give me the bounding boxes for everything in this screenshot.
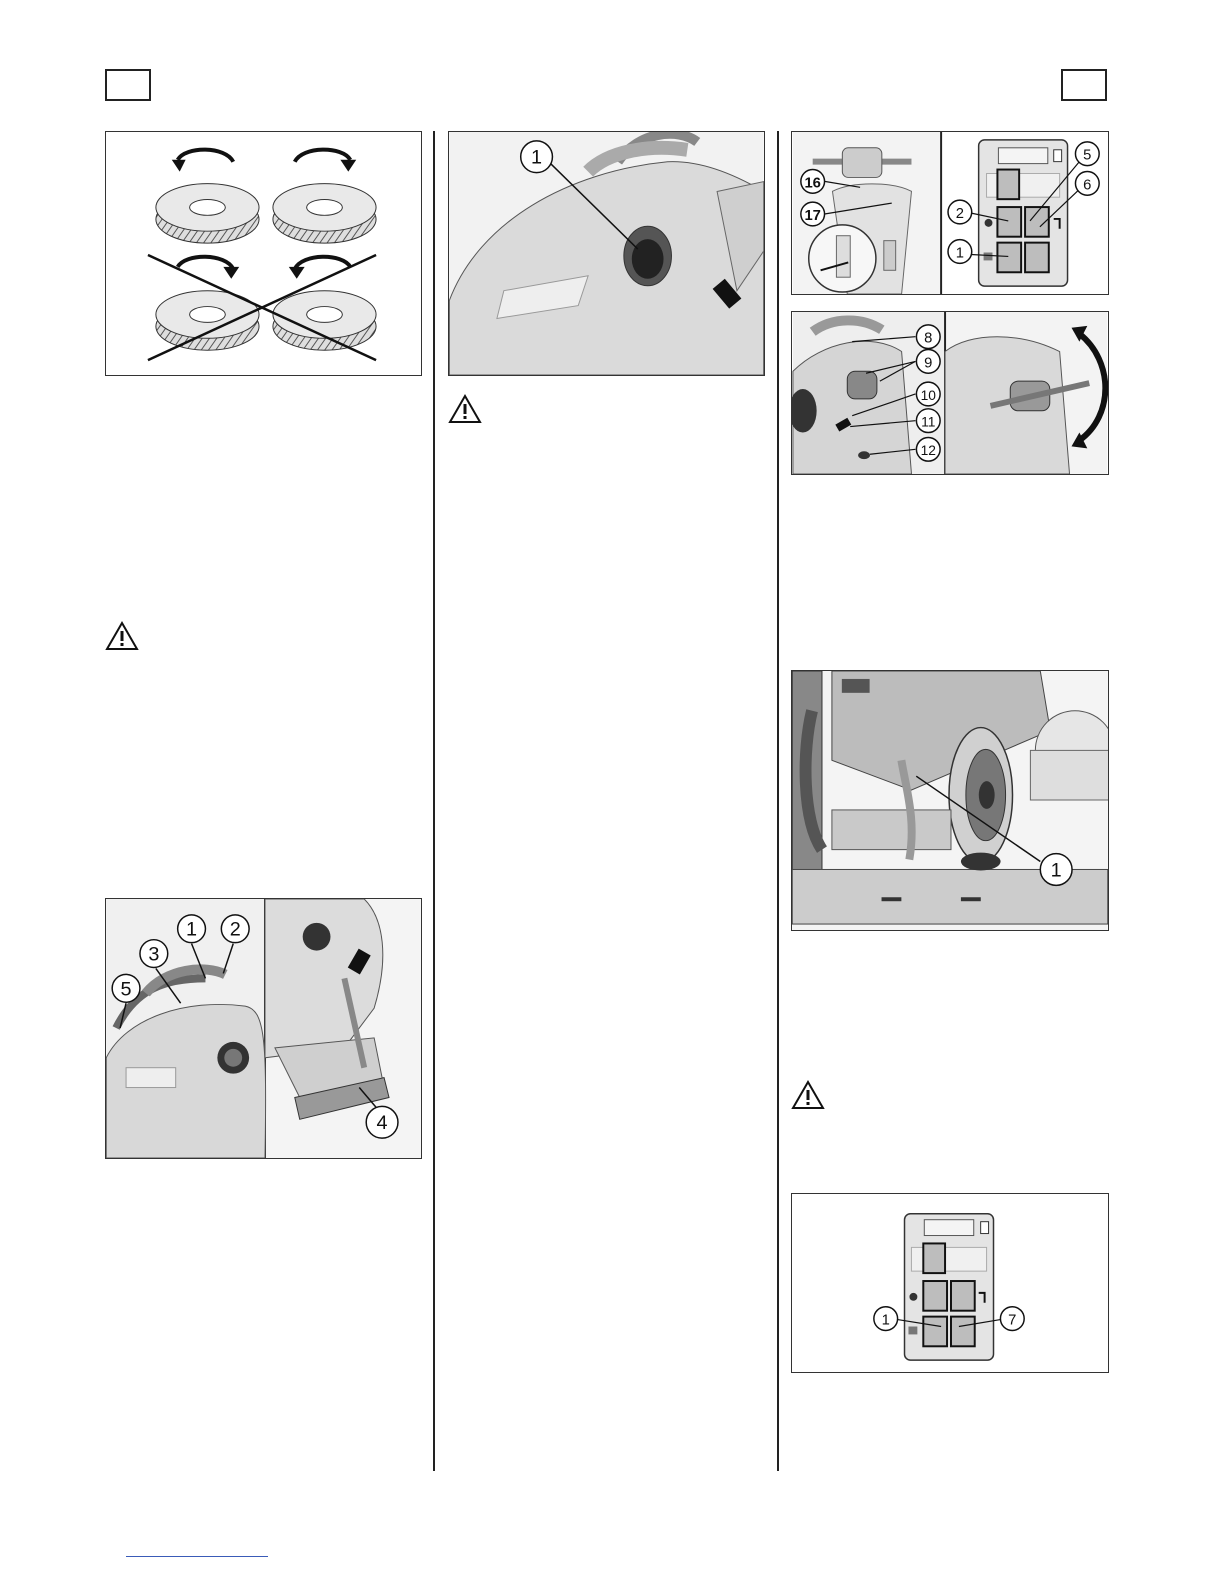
callout-label: 7 — [1008, 1312, 1017, 1329]
callout-label: 1 — [186, 918, 198, 941]
warning-triangle-icon — [105, 620, 139, 652]
callout-label: 11 — [921, 413, 936, 430]
column-divider-right — [777, 131, 779, 1471]
callout-label: 16 — [804, 175, 821, 192]
figure-wheel-detail — [791, 670, 1109, 931]
callout-label: 1 — [955, 245, 964, 262]
callout-label: 17 — [804, 207, 821, 224]
figure-control-panel-small — [791, 1193, 1109, 1373]
callout-label: 8 — [924, 330, 933, 347]
callout-label: 5 — [120, 978, 132, 1001]
figure-brush-rotation — [105, 131, 422, 376]
warning-triangle-icon — [791, 1079, 825, 1111]
callout-label: 12 — [920, 442, 936, 459]
callout-label: 10 — [920, 386, 936, 403]
callout-label: 2 — [229, 918, 241, 941]
brush-top-left — [156, 150, 259, 243]
warning-triangle-icon — [448, 393, 482, 425]
brush-top-right — [273, 150, 376, 243]
callout-label: 5 — [1083, 147, 1092, 164]
brush-bottom-left — [156, 257, 259, 350]
column-divider-left — [433, 131, 435, 1471]
figure-machine-parts — [105, 898, 422, 1159]
language-box-right — [1061, 69, 1107, 101]
figure-recovery-tank — [448, 131, 765, 376]
callout-label: 6 — [1083, 177, 1092, 194]
callout-label: 4 — [376, 1112, 388, 1135]
figure-handle-adjust — [791, 311, 1109, 475]
callout-label: 9 — [924, 355, 933, 372]
figure-control-panel-side — [791, 131, 1109, 295]
callout-label: 1 — [531, 146, 543, 169]
callout-label: 1 — [881, 1312, 890, 1329]
brush-rotation-illustration — [106, 132, 421, 375]
footer-link-underline[interactable] — [126, 1556, 268, 1557]
callout-label: 1 — [1050, 859, 1062, 882]
callout-label: 3 — [148, 943, 160, 966]
language-box-left — [105, 69, 151, 101]
callout-label: 2 — [955, 205, 964, 222]
